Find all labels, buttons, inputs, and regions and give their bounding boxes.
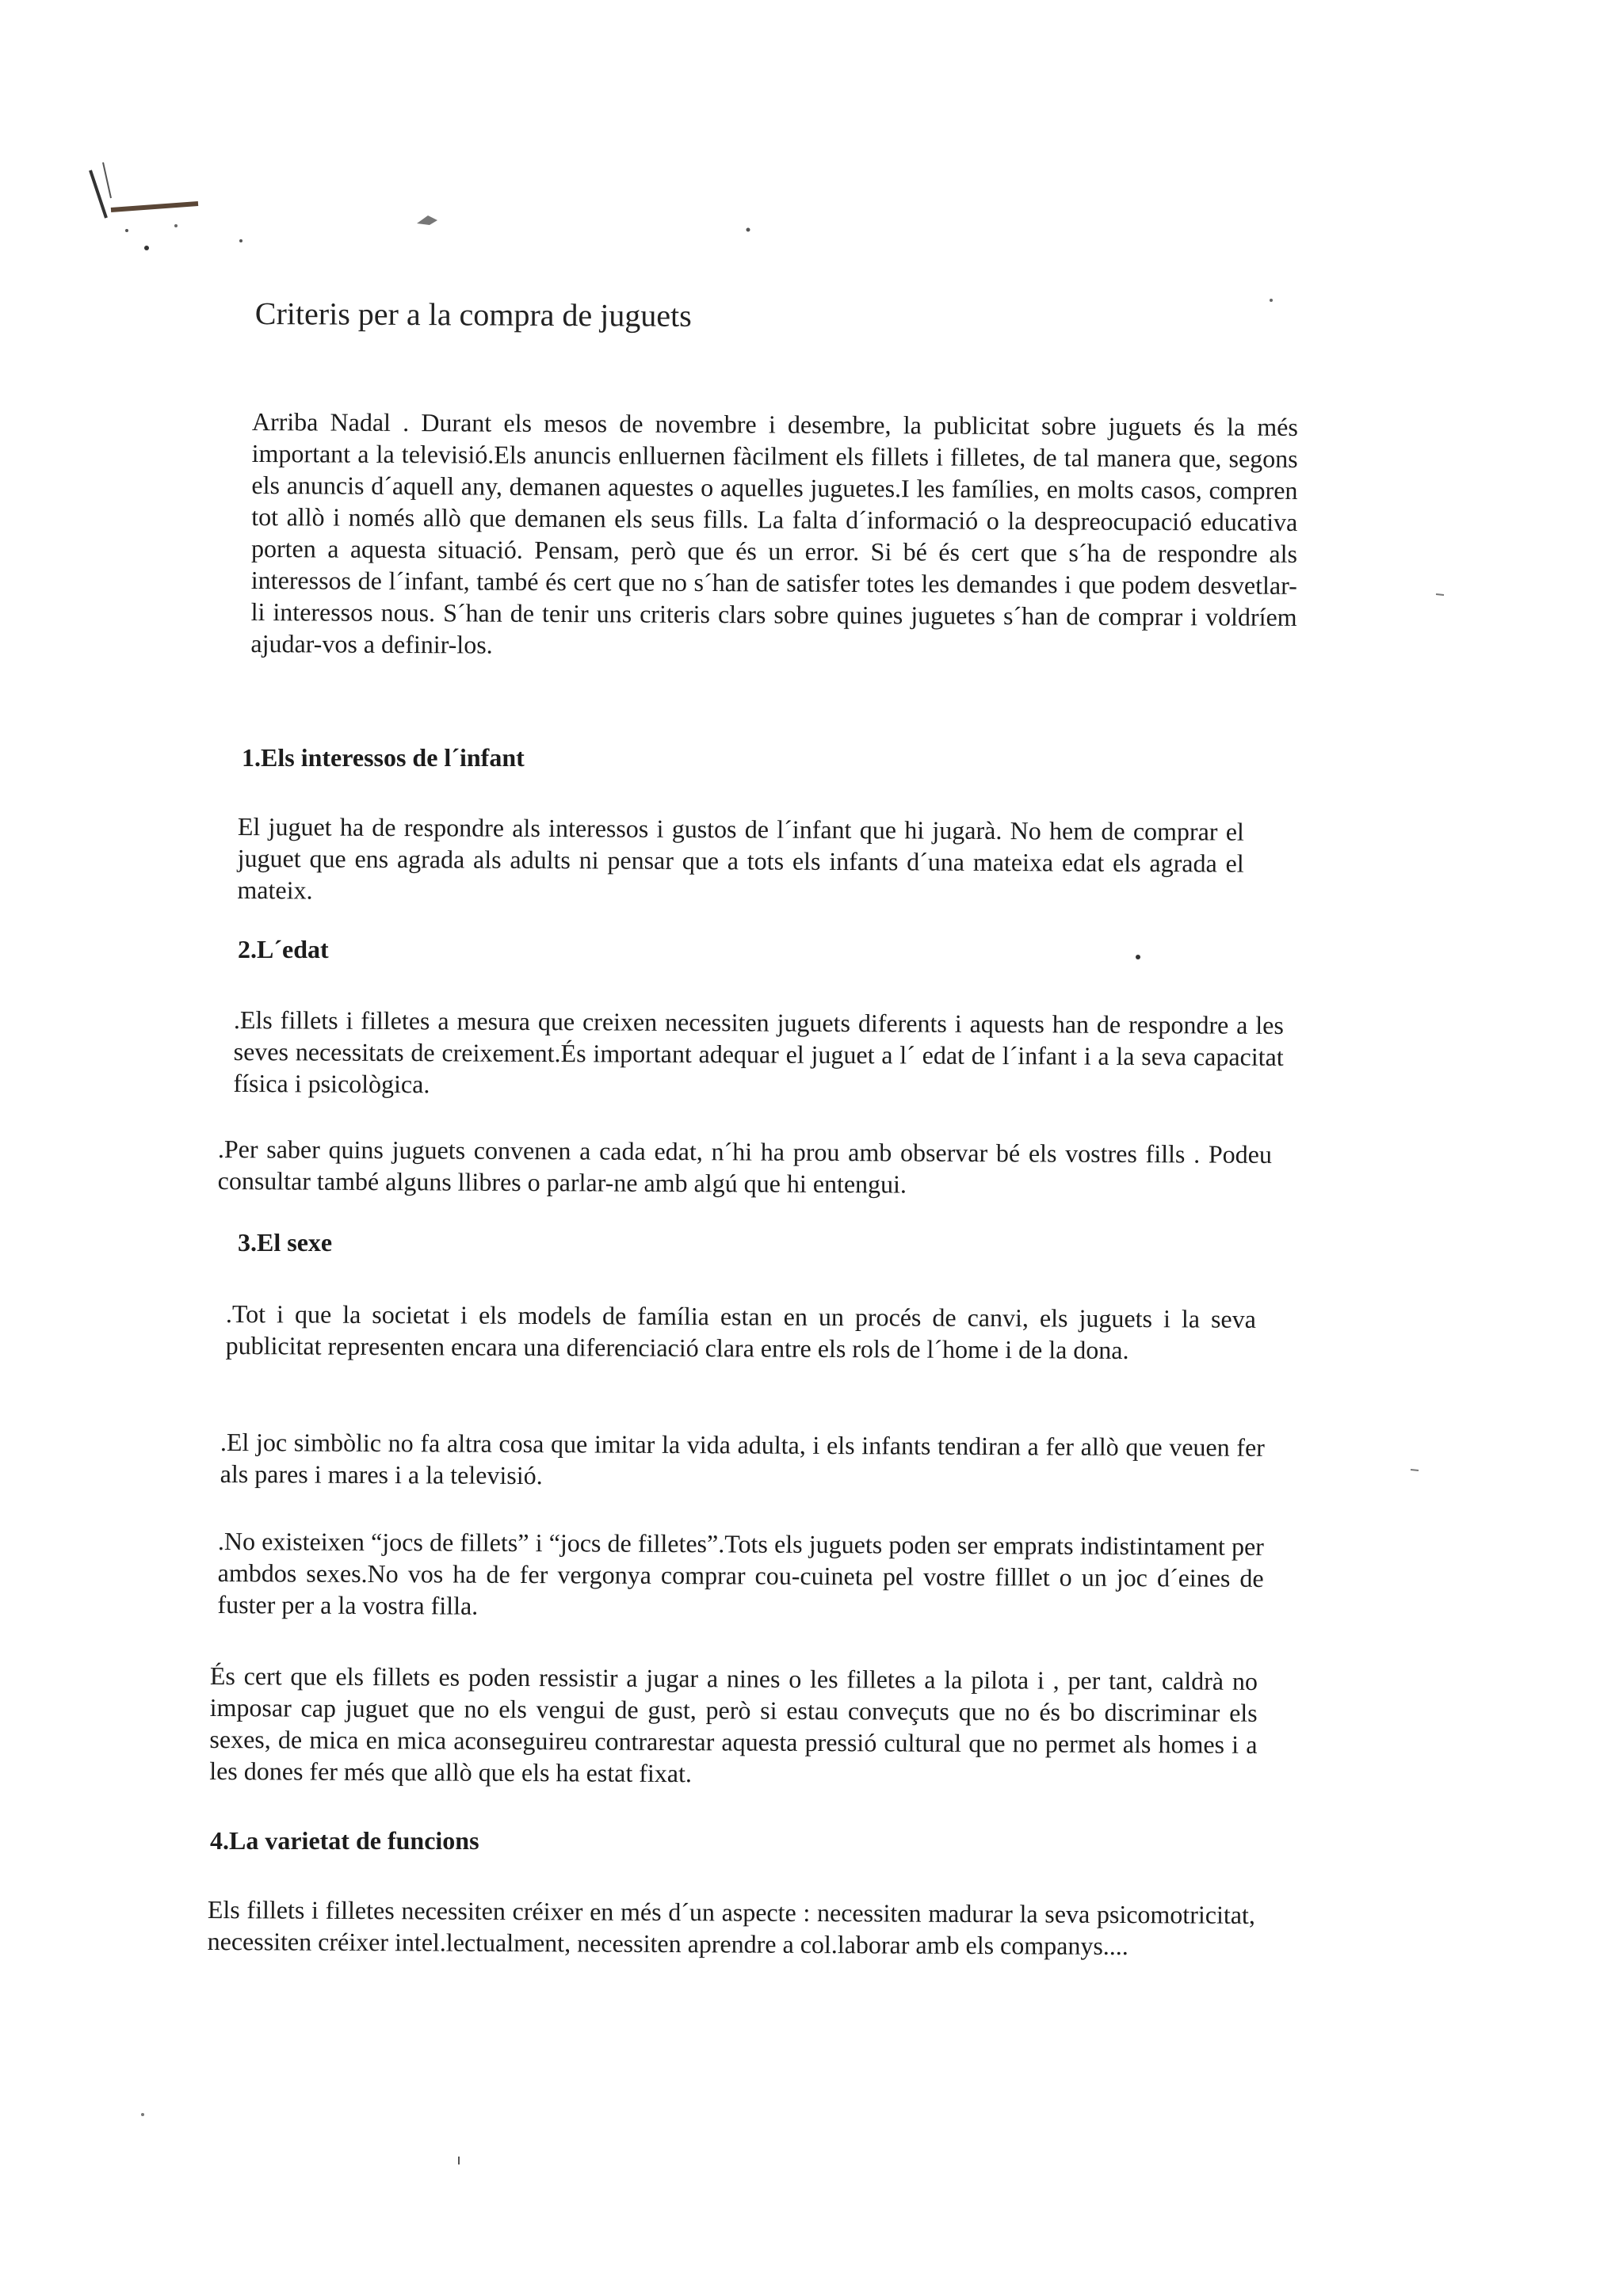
scan-speck (414, 208, 445, 231)
intro-paragraph: Arriba Nadal . Durant els mesos de novembre i desembre, la publicitat sobre juguets és la més important a la televisió.Els anuncis enlluernen fàcilment els fillets i filletes, de tal manera que, segons els anuncis d´aquell any, demanen aquestes o aquelles juguetes.I les famílies, en molts casos, compren tot allò i només allò que demanen els seus fills. La falta d´informació o la despreocupació educativa porten a aquesta situació. Pensam, però que és un error. Si bé és cert que s´ha de respondre als interessos de l´infant, també és cert que no s´han de satisfer totes les demandes i que podem desvetlar-li interessos nous. S´han de tenir uns criteris clars sobre quines juguetes s´han de comprar i voldríem ajudar-vos a definir-los. (250, 407, 1298, 659)
scan-speck (1268, 297, 1276, 305)
sex-paragraph-3: .No existeixen “jocs de fillets” i “jocs de filletes”.Tots els juguets poden ser emprats indistintament per ambdos sexes.No vos ha de fer vergonya comprar cou-cuineta pel vostre filllet o un joc d´eines de fuster per a la vostra filla. (217, 1527, 1264, 1620)
age-paragraph-2: .Per saber quins juguets convenen a cada edat, n´hi ha prou amb observar bé els vostres fills . Podeu consultar també alguns llibres o parlar-ne amb algú que hi entengui. (217, 1135, 1272, 1199)
scan-speck (1409, 1466, 1420, 1474)
interests-paragraph: El juguet ha de respondre als interessos i gustos de l´infant que hi jugarà. No hem de comprar el juguet que ens agrada als adults ni pensar que a tots els infants d´una mateixa edat els agrada el mateix. (237, 812, 1244, 905)
scan-smudge-top-left (79, 154, 222, 265)
scan-speck (139, 2111, 147, 2119)
section-heading-sex: 3.El sexe (238, 1228, 333, 1257)
scan-speck (1133, 952, 1144, 963)
sex-paragraph-2: .El joc simbòlic no fa altra cosa que imitar la vida adulta, i els infants tendiran a fer allò que veuen fer als pares i mares i a la televisió. (220, 1428, 1265, 1490)
section-heading-age: 2.L´edat (238, 935, 329, 963)
scan-speck (745, 227, 753, 235)
sex-paragraph-1: .Tot i que la societat i els models de família estan en un procés de canvi, els juguets i la seva publicitat representen encara una diferenciació clara entre els rols de l´home i de la dona. (225, 1299, 1256, 1364)
section-heading-functions: 4.La varietat de funcions (210, 1826, 479, 1855)
age-paragraph-1: .Els fillets i filletes a mesura que creixen necessiten juguets diferents i aquests han de respondre a les seves necessitats de creixement.És important adequar el juguet a l´ edat de l´infant i a la seva capacitat física i psicològica. (233, 1005, 1284, 1099)
functions-paragraph: Els fillets i filletes necessiten créixer en més d´un aspecte : necessiten madurar la seva psicomotricitat, necessiten créixer intel.lectualment, necessiten aprendre a col.laborar amb els companys.... (207, 1895, 1255, 1961)
document-title: Criteris per a la compra de juguets (254, 296, 692, 334)
scan-speck (238, 238, 246, 246)
scan-speck (1434, 590, 1445, 598)
sex-paragraph-4: És cert que els fillets es poden ressistir a jugar a nines o les filletes a la pilota i , per tant, caldrà no imposar cap juguet que no els vengui de gust, però si estau conveçuts que no és bo discriminar els sexes, de mica en mica aconseguireu contrarestar aquesta pressió cultural que no permet als homes i a les dones fer més que allò que els ha estat fixat. (209, 1661, 1258, 1788)
scan-speck (456, 2155, 464, 2166)
section-heading-interests: 1.Els interessos de l´infant (242, 743, 525, 772)
